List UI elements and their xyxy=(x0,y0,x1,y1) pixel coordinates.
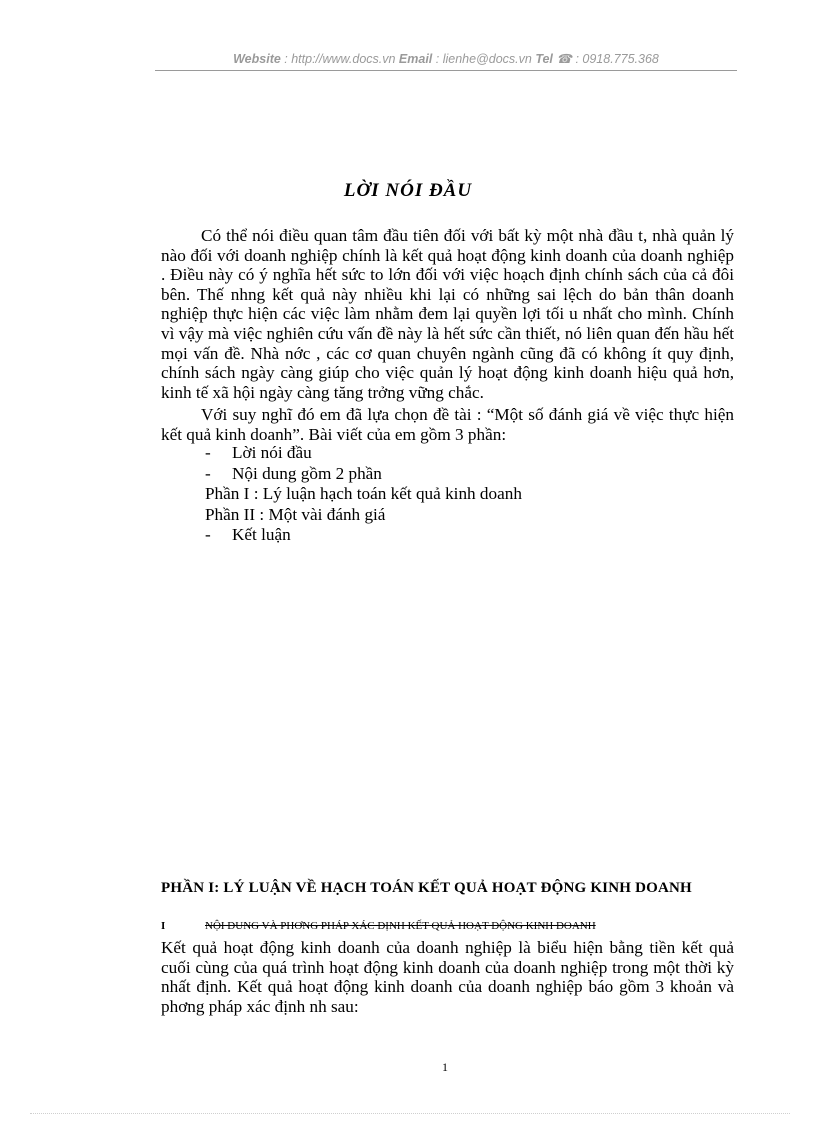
website-label: Website xyxy=(233,52,281,66)
phone-icon: ☎ xyxy=(556,52,572,66)
list-item: - Nội dung gồm 2 phần xyxy=(205,463,382,483)
email-label: Email xyxy=(398,52,433,66)
outline-list xyxy=(205,443,522,546)
list-item: - Kết luận xyxy=(205,525,291,544)
footer-divider xyxy=(30,1113,790,1114)
header-divider xyxy=(155,70,737,71)
page-number: 1 xyxy=(442,1060,448,1074)
choice-text: Với suy nghĩ đó em đã lựa chọn đề tài : “Một số đánh giá về việc thực hiện kết quả kinh doanh”. Bài viết của em gồm 3 phần: xyxy=(161,405,734,444)
page-header xyxy=(155,51,737,66)
sub-heading-text: NỘI DUNG VÀ PHƠNG PHÁP XÁC ĐỊNH KẾT QUẢ HOẠT ĐỘNG KINH DOANH xyxy=(205,920,596,932)
result-paragraph: Kết quả hoạt động kinh doanh của doanh nghiệp là biểu hiện bằng tiền kết quả cuối cùng của quá trình hoạt động kinh doanh của doanh nghiệp trong một thời kỳ nhất định. Kết quả hoạt động kinh doanh của doanh nghiệp báo gồm 3 khoản và phơng pháp xác định nh sau: xyxy=(161,938,734,1016)
email-value: : lienhe@docs.vn xyxy=(432,52,536,66)
website-value: : http://www.docs.vn xyxy=(280,52,399,66)
list-item: Phần I : Lý luận hạch toán kết quả kinh doanh xyxy=(205,484,522,503)
tel-label: Tel xyxy=(535,52,553,66)
section-heading: PHẦN I: LÝ LUẬN VỀ HẠCH TOÁN KẾT QUẢ HOẠT ĐỘNG KINH DOANH xyxy=(161,880,692,896)
sub-heading xyxy=(161,920,596,932)
list-item: - Lời nói đầu xyxy=(205,443,312,462)
intro-paragraph: Có thể nói điều quan tâm đầu tiên đối với bất kỳ một nhà đầu t, nhà quản lý nào đối với doanh nghiệp chính là kết quả hoạt động kinh doanh của doanh nghiệp . Điều này có ý nghĩa hết sức to lớn đối với việc hoạch định chính sách của cả đôi bên. Thế nhng kết quả này nhiều khi lại có những sai lệch do bản thân doanh nghiệp thực hiện các việc làm nhằm đem lại quyền lợi tối u nhất cho mình. Chính vì vậy mà việc nghiên cứu vấn đề này là hết sức cần thiết, nó liên quan đến hầu hết mọi vấn đề. Nhà nớc , các cơ quan chuyên ngành cũng đã có không ít quy định, chính sách ngày càng giúp cho việc quản lý hoạt động kinh doanh hiệu quả hơn, kinh tế xã hội ngày càng tăng trởng vững chắc. xyxy=(161,226,734,402)
tel-value: : 0918.775.368 xyxy=(571,52,659,66)
choice-paragraph xyxy=(161,405,734,444)
document-title: LỜI NÓI ĐẦU xyxy=(343,180,473,201)
sub-heading-number: I xyxy=(161,920,166,932)
list-item: Phần II : Một vài đánh giá xyxy=(205,504,386,524)
